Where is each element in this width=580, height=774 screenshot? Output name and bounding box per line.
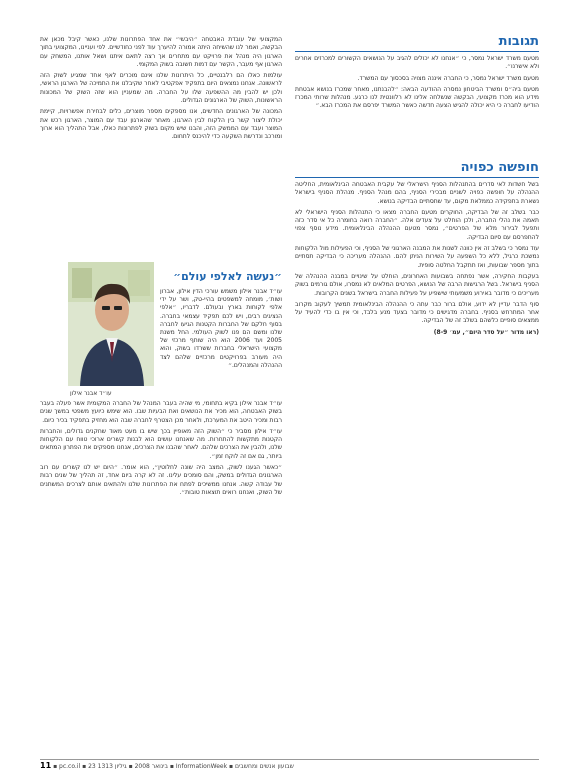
photo-caption: עו״ד אבנר אילון	[70, 390, 112, 397]
article-paragraph: עולמות כאלו הם רלבנטיים, כל היתרונות שלנו אינם מוכרים לאף אחד שמגיע לשוק הזה לראשונה. אנחנו נמצאים היום בתפקיד אפקטיבי לאחר שקיבלנו את התמיכה של הארגון הראשי, ולכן יש להבין מה ההשפעה שלו על החברה. מה שמעניין הוא שזה השוק של המכונות הראשונות, השוק של הארגונים הגדולים.	[40, 72, 282, 105]
sidebar-byline: (ראו מדור ״על סדר היום״, עמ׳ 8-9)	[433, 328, 539, 336]
sidebar-reactions-body	[295, 55, 539, 153]
sidebar-vacation-body	[295, 181, 539, 745]
footer-brand: InformationWeek	[175, 763, 228, 770]
footer-divider	[40, 759, 539, 760]
sidebar-heading-reactions: תגובות	[498, 34, 539, 49]
article-column-bottom	[40, 400, 282, 752]
article-paragraph: ״כאשר הגענו לשוק, המצב היה שונה לחלוטין״, הוא אומר. ״היום יש לנו קשרים עם רוב הארגונים הגדולים במשק, והם סומכים עלינו. זה לא קרה ביום אחד, זה תהליך של שנים רבות של עבודה קשה. אנחנו ממשיכים לפתח את הפתרונות שלנו ולהתאים אותם לצרכים המשתנים של השוק, ואנחנו רואים תוצאות טובות״.	[40, 464, 282, 496]
page-footer	[40, 762, 539, 771]
sidebar-paragraph: כבר בשלב זה של הבדיקה, החוקרים מטעם החברה מצאו כי התנהלות הסניף הישראלי לא תאמה את נהלי החברה, ולכן הוחלט על צעדים אלה. ״החברה רואה בחומרה כל אי סדר כזה ותפעל לבירור מלא של הפרטים״, נמסר מטעם ההנהלה הבינלאומית. מידע נוסף צפוי להתפרסם עם סיום הבדיקה.	[295, 208, 539, 241]
article-paragraph: המקצועי של עובדת האבטחה ״היבשי״ את אחד הפתרונות שלנו, כאשר קיבל מכאן את הבקשה, ואמר לנו שהשיחה היתה אמורה להיערך עוד לפני כחודשיים. לפי ועניינו, המקצועי בתוך הארגון היה מנהל את פרויקט עם מתחרים אך רצה לתאם איתנו ושאל אותנו, המשחק עם הארגון אף מעבר, הקשר עם דמות חשובה בשוק המקומי.	[40, 36, 282, 68]
footer-bullet: ▪	[53, 763, 60, 770]
footer-date: 23 בינואר 2008	[88, 763, 168, 770]
sidebar-heading-vacation: חופשה כפויה	[460, 160, 539, 175]
sidebar-paragraph: מטעם ביה״ס ומשרד הביטחון נמסרה ההודעה הבאה: ״להבנתנו, מאחר שמכרז בנושא אבטחת מידע הוא מכרז מקצועי, הבקשה שנשלחה אלינו לא רלוונטית לנו כרגע. מנהלות שרותי המכרז הודיעו לחברה כי היא יכולה להגיש הצעה חדשה כאשר המשרד יפרסם את המכרז הבא.״	[295, 85, 539, 110]
footer-bullet: ▪	[169, 763, 176, 770]
quote-body: עו״ד אבנר אילון משמש עורכי הדין אילון, אברון ושות׳, מומחה למשפטים בהיי-טק, ושר על ידי אלפי לקוחות בארץ ובעולם. לדבריו, ״אלפי הנציגים רבים, ויש לכם תפקיד עצמאי בחברה. בסוף חלקם של החברות הקטנות הגיעו לחברה שלנו ומשם הם פנו לשוק העולמי. החל משנת 2005 ועד 2006 הוא היה שותף מרכזי של מקצועי הישראלי בחברות ששרדו בשוק, והוא היה מעורב בפרויקטים מרכזיים שלהם לצד ההנהלה והמנהלים.״	[160, 288, 283, 369]
sidebar-paragraph: סוף הדבר עדיין לא ידוע, אולם ברור כבר עתה כי ההנהלה הבינלאומית תמשיך לעקוב מקרוב אחר המתרחש בסניף. בחברה מדגישים כי מדובר בצעד מנע בלבד, וכי אין בו כדי להעיד על ממצאים סופיים כלשהם בשלב זה של הבדיקה.	[295, 300, 539, 325]
sidebar-paragraph: בעקבות החקירה, אשר נפתחה בשבועות האחרונים, הוחלט על שינויים במבנה ההנהלה של הסניף בישראל. בשל הרגישות הרבה של הנושא, הפרטים המלאים לא נמסרו, אולם גורמים בשוק מעריכים כי מדובר באירוע משמעותי שישפיע על פעילות החברה בישראל בשנים הקרובות.	[295, 272, 539, 297]
quote-title: ״נעשה לאלפי עולם״	[173, 270, 282, 283]
footer-bullet: ▪	[82, 763, 89, 770]
footer-bullet: ▪	[126, 763, 133, 770]
footer-bullet: ▪	[229, 763, 235, 770]
sidebar-paragraph: בשל חשדות לאי סדרים בהתנהלות הסניף הישראלי של עקבית האבטחה הבינלאומית, החליטה ההנהלה על חופשה כפויה לשניים מבכירי הסניף, בהם מנהל הסניף. מנהלת הסניף בישראל נשארת בתפקידה כממלאת מקום, עד שתסתיים הבדיקה בנושא.	[295, 181, 539, 205]
article-column-top	[40, 36, 282, 254]
sidebar-paragraph: עוד נמסר כי בשלב זה אין כוונה לשנות את המבנה הארגוני של הסניף, וכי הפעילות מול הלקוחות נמשכת כרגיל, ללא כל השפעה על השירות הניתן להם. ההנהלה מעריכה כי הבדיקה תסתיים בתוך מספר שבועות, ואז תתקבל החלטה סופית.	[295, 245, 539, 269]
footer-section: שבועון אנשים ומחשבים	[234, 763, 294, 770]
article-paragraph: המכונה של הארגונים החדשים, אנו מספקים מספר מוצרים, כלים לבחירת אפשרויות, קיימת יכולת ליצור קשר בין הלקוח לבין הארגון. מאחר שהארגון עבד עם המוצר, הארגון רכש את המוצר ועבד עם הממשק הזה, והבנו שיש מקום בשוק לפתרונות כאלו, אבל התהליך הוא ארוך ומורכב ונדרשת השקעה כדי להיכנס לתחום.	[40, 108, 282, 141]
article-paragraph: עו״ד אבנר אילון בקיא בתחומי, מי שהיה בעבר המנהל של החברה המקומית אשר פעלה בעבר בשוק האבטחה, הוא מכיר את הנושאים ואת הבעיות שבו. הוא שימש כיועץ משפטי במשך שנים רבות ומכיר היטב את המערכת, ולאחר מכן הצטרף לחברה שבה הוא מחזיק בתפקיד בכיר כיום.	[40, 400, 282, 424]
footer-site: pc.co.il	[59, 763, 81, 770]
divider	[295, 51, 539, 52]
portrait-image	[68, 262, 154, 386]
article-paragraph: עו״ד אילון מסביר כי ״השוק הזה מאופיין בכך שיש בו מעט מאוד שחקנים גדולים, והחברות הקטנות מתקשות להתחרות. מה שאנחנו עושים הוא לבנות קשרים ארוכי טווח עם הלקוחות שלנו, ולהבין את הצרכים שלהם. לאחר שהבנו את הצרכים, אנחנו מספקים את הפתרון המתאים ביותר, גם אם זה לוקח זמן״.	[40, 427, 282, 460]
footer-issue: גיליון 1313	[97, 763, 127, 770]
sidebar-paragraph: מטעם משרד ישראל נמסר, כי ״אנחנו לא יכולים להגיב על הנושאים הקשורים למכרזים אחרים ולא אישרנו״.	[295, 55, 539, 71]
sidebar-paragraph: מטעם משרד ישראל נמסר, כי החברה איננה מצויה בסכסוך עם המשרד.	[357, 74, 539, 82]
page-number: 11	[40, 761, 52, 770]
author-photo	[68, 262, 154, 386]
divider	[295, 177, 539, 178]
